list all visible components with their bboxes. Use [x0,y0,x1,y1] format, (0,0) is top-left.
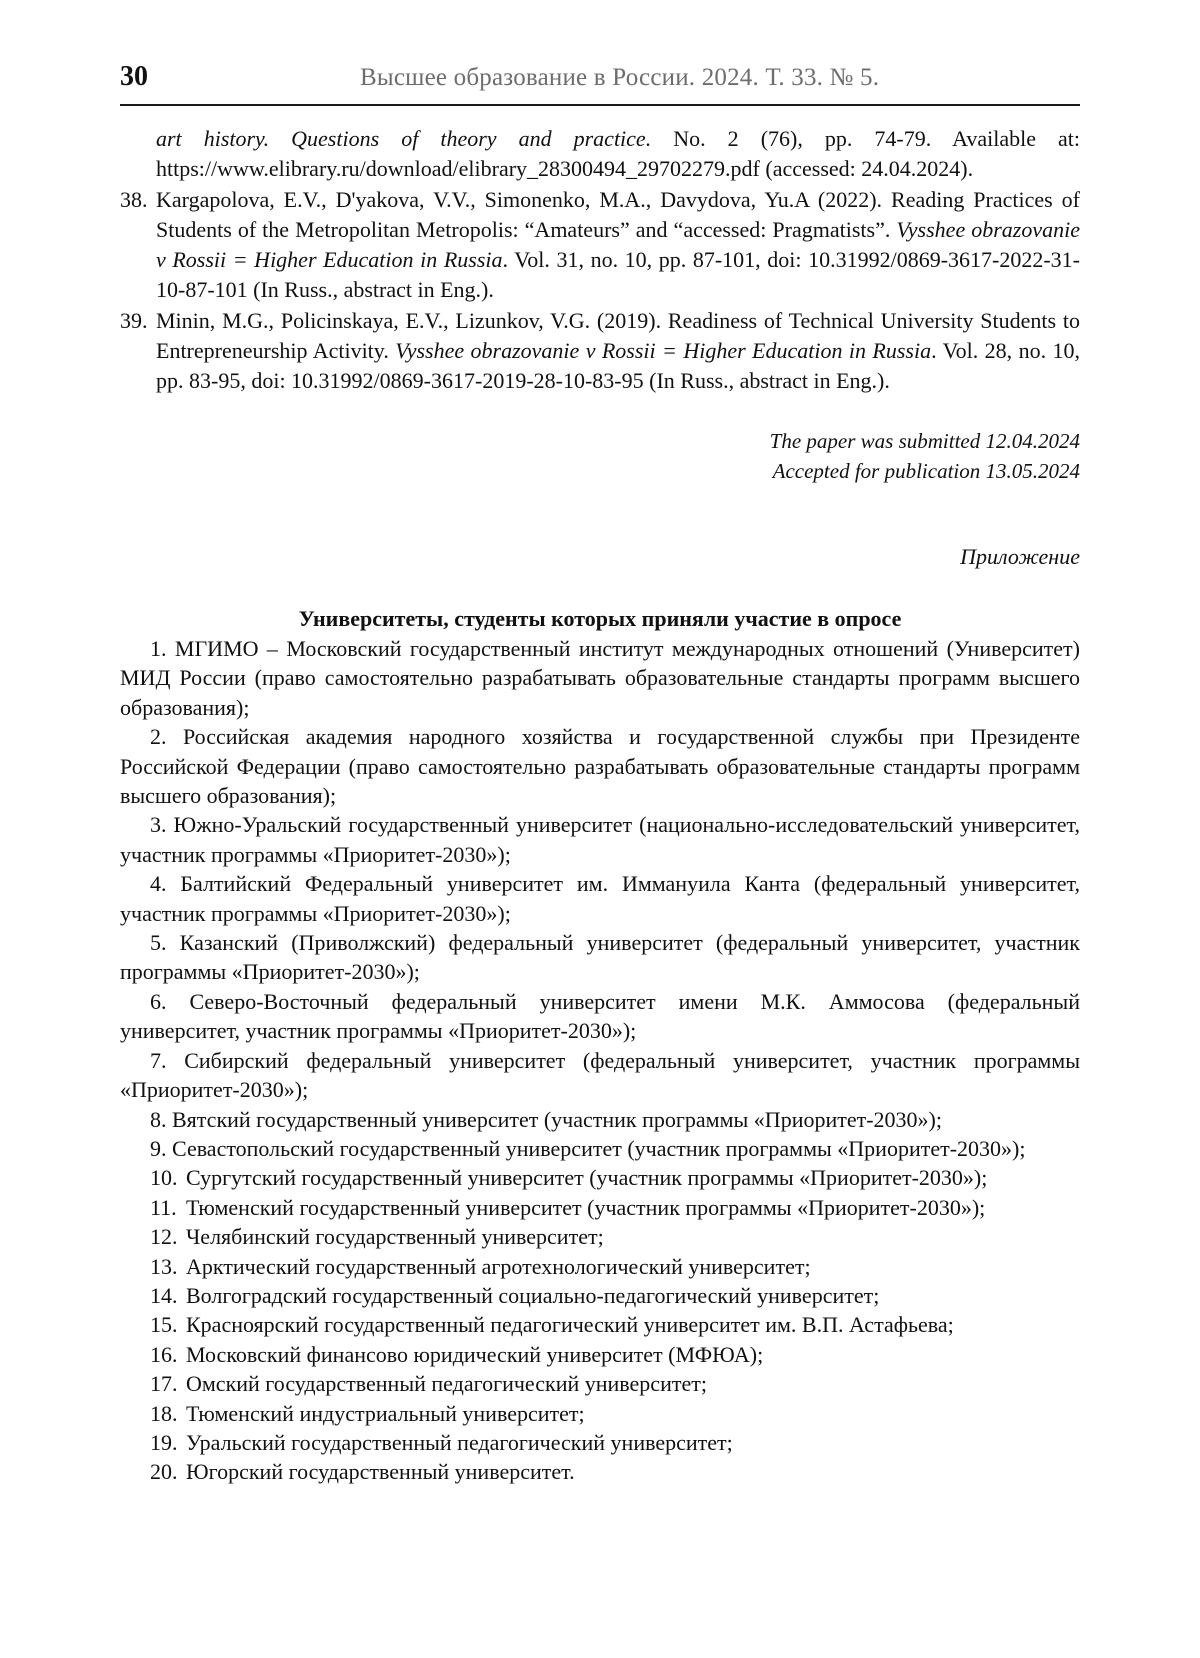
list-item-text: Красноярский государственный педагогический университет им. В.П. Астафьева; [186,1312,954,1338]
list-item-text: Югорский государственный университет. [186,1459,575,1485]
list-item-text: Сургутский государственный университет (участник программы «Приоритет-2030»); [186,1165,988,1191]
list-item: 6. Северо-Восточный федеральный университет имени М.К. Аммосова (федеральный университет, участник программы «Приоритет-2030»); [120,988,1080,1044]
running-head: Высшее образование в России. 2024. Т. 33. № 5. [360,64,880,91]
reference-continuation-italic: art history. Questions of theory and practice. [156,126,652,151]
list-item-text: Тюменский государственный университет (участник программы «Приоритет-2030»); [186,1194,986,1220]
list-item-number: 18. [150,1400,178,1426]
reference-continuation [120,124,1080,185]
list-item-text: Волгоградский государственный социально-педагогический университет; [186,1282,880,1308]
list-item-number: 19. [150,1429,178,1455]
list-item-text: Московский финансово юридический университет (МФЮА); [186,1341,764,1367]
page-number: 30 [120,61,148,92]
reference-item-38 [120,185,1080,306]
reference-details: . Vol. 28, no. 10, pp. 83-95, doi: 10.31992/0869-3617-2019-28-10-83-95 (In Russ., abstract in Eng.). [156,338,1080,394]
publication-dates [770,426,1080,486]
list-item [120,1399,1080,1428]
list-item [120,1428,1080,1457]
accepted-date: Accepted for publication 13.05.2024 [772,459,1080,483]
reference-journal: Vysshee obrazovanie v Rossii = Higher Education in Russia [395,338,932,364]
reference-list [120,124,1080,397]
reference-number: 39. [120,307,148,333]
reference-text [156,185,1080,306]
list-item [120,1340,1080,1369]
list-item [120,1252,1080,1281]
list-item-number: 12. [150,1224,178,1250]
list-item-number: 13. [150,1253,178,1279]
reference-journal: Vysshee obrazovanie v Rossii = Higher Education in Russia [156,216,1081,273]
list-item-number: 17. [150,1371,178,1397]
reference-text [156,306,1080,397]
reference-continuation-text: No. 2 (76), pp. 74-79. Available at: https://www.elibrary.ru/download/elibrary_28300494_29702279.pdf (accessed: 24.04.2024). [156,126,1080,182]
list-item [120,1310,1080,1339]
reference-item-39 [120,306,1080,397]
list-item [120,1281,1080,1310]
list-item: 2. Российская академия народного хозяйства и государственной службы при Президенте Российской Федерации (право самостоятельно разрабатывать образовательные стандарты программ высшего образования); [120,724,1080,809]
list-item-number: 16. [150,1341,178,1367]
reference-number: 38. [120,186,148,212]
list-item [120,1193,1080,1222]
list-item [120,1457,1080,1486]
list-item-number: 11. [150,1194,177,1220]
list-item: 1. МГИМО – Московский государственный институт международных отношений (Университет) МИД России (право самостоятельно разрабатывать образовательные стандарты программ высшего образования); [120,636,1080,720]
reference-authors-title: Kargapolova, E.V., D'yakova, V.V., Simonenko, M.A., Davydova, Yu.A (2022). Reading Practices of Students of the Metropolitan Metropolis: “Amateurs” and “accessed: Pragmatists”. [156,186,1080,242]
list-item: 4. Балтийский Федеральный университет им. Иммануила Канта (федеральный университет, участник программы «Приоритет-2030»); [120,871,1080,926]
list-item: 5. Казанский (Приволжский) федеральный университет (федеральный университет, участник программы «Приоритет-2030»); [120,930,1080,985]
list-item: 3. Южно-Уральский государственный университет (национально-исследовательский университет, участник программы «Приоритет-2030»); [120,812,1080,867]
submitted-date: The paper was submitted 12.04.2024 [769,429,1080,453]
list-item-number: 14. [150,1282,178,1308]
university-list [120,634,1080,1487]
list-item-text: Арктический государственный агротехнологический университет; [186,1253,811,1279]
list-item [120,1369,1080,1398]
page-header [120,60,1080,106]
list-item-text: Уральский государственный педагогический университет; [186,1429,733,1455]
list-item-text: Челябинский государственный университет; [186,1224,604,1250]
list-item [120,1222,1080,1251]
list-item-number: 20. [150,1459,178,1485]
list-item [120,1163,1080,1192]
appendix-label: Приложение [960,544,1080,569]
list-item-number: 15. [150,1312,178,1338]
list-item-number: 10. [150,1165,178,1191]
list-item: 9. Севастопольский государственный университет (участник программы «Приоритет-2030»); [150,1135,1026,1161]
list-item: 7. Сибирский федеральный университет (федеральный университет, участник программы «Приоритет-2030»); [120,1047,1080,1103]
appendix-title: Университеты, студенты которых приняли участие в опросе [298,606,902,631]
list-item-text: Тюменский индустриальный университет; [186,1400,585,1426]
reference-authors-title: Minin, M.G., Policinskaya, E.V., Lizunkov, V.G. (2019). Readiness of Technical University Students to Entrepreneurship Activity. [156,307,1080,364]
reference-details: . Vol. 31, no. 10, pp. 87-101, doi: 10.31992/0869-3617-2022-31-10-87-101 (In Russ., abstract in Eng.). [156,247,1081,303]
list-item: 8. Вятский государственный университет (участник программы «Приоритет-2030»); [150,1106,942,1132]
list-item-text: Омский государственный педагогический университет; [186,1371,707,1397]
